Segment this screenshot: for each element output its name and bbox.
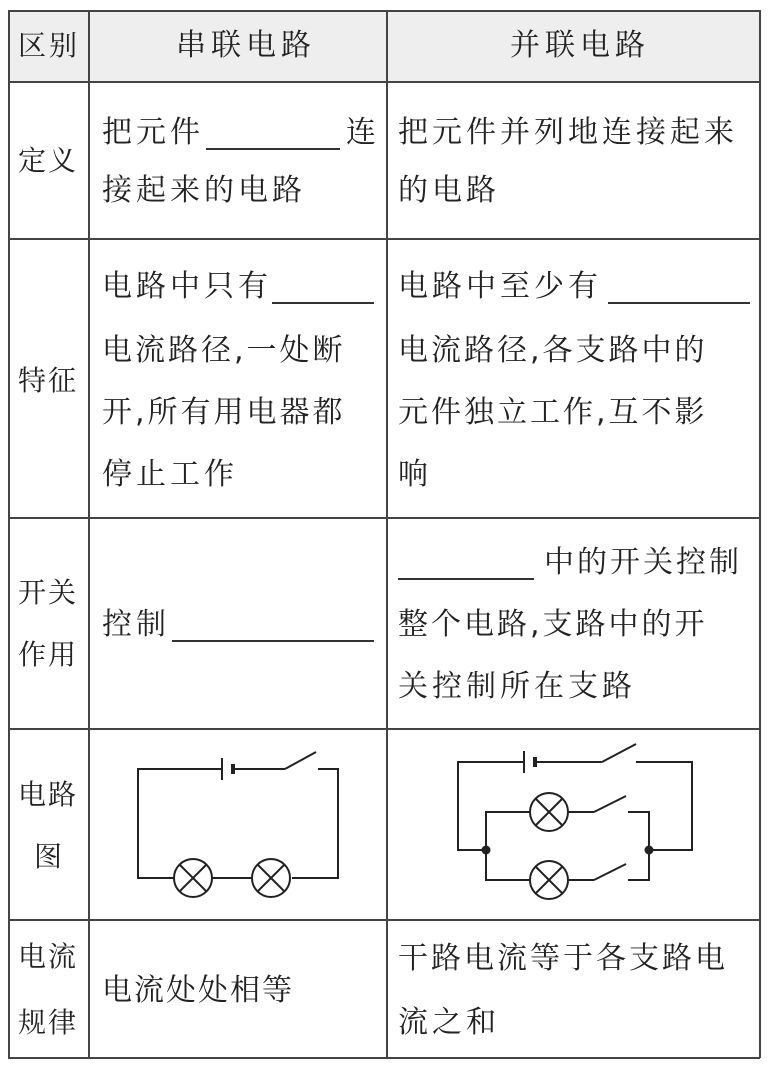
- row-divider-feature: [8, 517, 760, 519]
- series-lamp-2: [252, 859, 290, 897]
- feature-parallel-line-4: 响: [398, 457, 432, 492]
- definition-series-text-3: 接起来的电路: [102, 173, 306, 208]
- table-border-right: [759, 10, 761, 1058]
- feature-series-blank: [272, 302, 374, 304]
- feature-parallel-line-3: 元件独立工作,互不影: [398, 395, 708, 430]
- row-label-current-1: 电流: [18, 940, 79, 973]
- feature-parallel-line-2: 电流路径,各支路中的: [398, 333, 708, 368]
- header-series-circuit: 串联电路: [176, 28, 316, 63]
- header-category: 区别: [18, 29, 81, 62]
- feature-series-line-3: 开,所有用电器都: [102, 395, 346, 430]
- parallel-lamp-2: [530, 861, 568, 899]
- feature-series-line-4: 停止工作: [102, 457, 238, 492]
- feature-series-line-2: 电流路径,一处断: [102, 333, 346, 368]
- row-label-diagram-2: 图: [34, 840, 65, 873]
- row-label-diagram-1: 电路: [18, 778, 79, 811]
- definition-parallel-text-2: 的电路: [398, 173, 500, 208]
- switch-parallel-line-2: 整个电路,支路中的开: [398, 607, 708, 642]
- table-border-bottom: [8, 1057, 760, 1059]
- column-divider-2: [386, 10, 388, 1058]
- table-border-left: [8, 10, 10, 1058]
- row-label-switch-2: 作用: [18, 638, 79, 671]
- row-label-switch-1: 开关: [18, 576, 79, 609]
- row-divider-definition: [8, 238, 760, 240]
- definition-series-blank: [206, 148, 340, 150]
- switch-parallel-line-1: 中的开关控制: [544, 545, 742, 580]
- parallel-junction-right: [645, 846, 654, 855]
- series-lamp-1: [174, 859, 212, 897]
- row-label-definition: 定义: [18, 144, 79, 177]
- switch-series-blank: [172, 640, 374, 642]
- header-parallel-circuit: 并联电路: [510, 28, 650, 63]
- current-parallel-line-2: 流之和: [398, 1005, 500, 1040]
- feature-series-line-1: 电路中只有: [102, 269, 272, 304]
- row-divider-header: [8, 81, 760, 83]
- feature-parallel-blank: [608, 302, 750, 304]
- series-switch: [285, 752, 316, 769]
- switch-series-text: 控制: [102, 607, 170, 642]
- parallel-junction-left: [482, 846, 491, 855]
- switch-parallel-line-3: 关控制所在支路: [398, 669, 636, 704]
- definition-parallel-text-1: 把元件并列地连接起来: [398, 115, 738, 150]
- row-label-feature: 特征: [18, 364, 79, 397]
- feature-parallel-line-1: 电路中至少有: [398, 269, 602, 304]
- current-parallel-line-1: 干路电流等于各支路电: [398, 941, 728, 976]
- parallel-branch-switch-1: [594, 796, 626, 812]
- row-divider-switch: [8, 728, 760, 730]
- row-label-current-2: 规律: [18, 1006, 79, 1039]
- current-series-text: 电流处处相等: [102, 973, 294, 1008]
- parallel-lamp-1: [530, 793, 568, 831]
- parallel-main-switch: [602, 744, 636, 762]
- parallel-circuit: [458, 744, 692, 899]
- column-divider-1: [88, 10, 90, 1058]
- definition-series-text-2: 连: [346, 115, 380, 150]
- table-border-top: [8, 10, 760, 12]
- switch-parallel-blank: [398, 578, 534, 580]
- row-divider-diagram: [8, 919, 760, 921]
- parallel-branch-switch-2: [594, 864, 626, 880]
- definition-series-text-1: 把元件: [102, 115, 204, 150]
- series-circuit: [138, 752, 338, 897]
